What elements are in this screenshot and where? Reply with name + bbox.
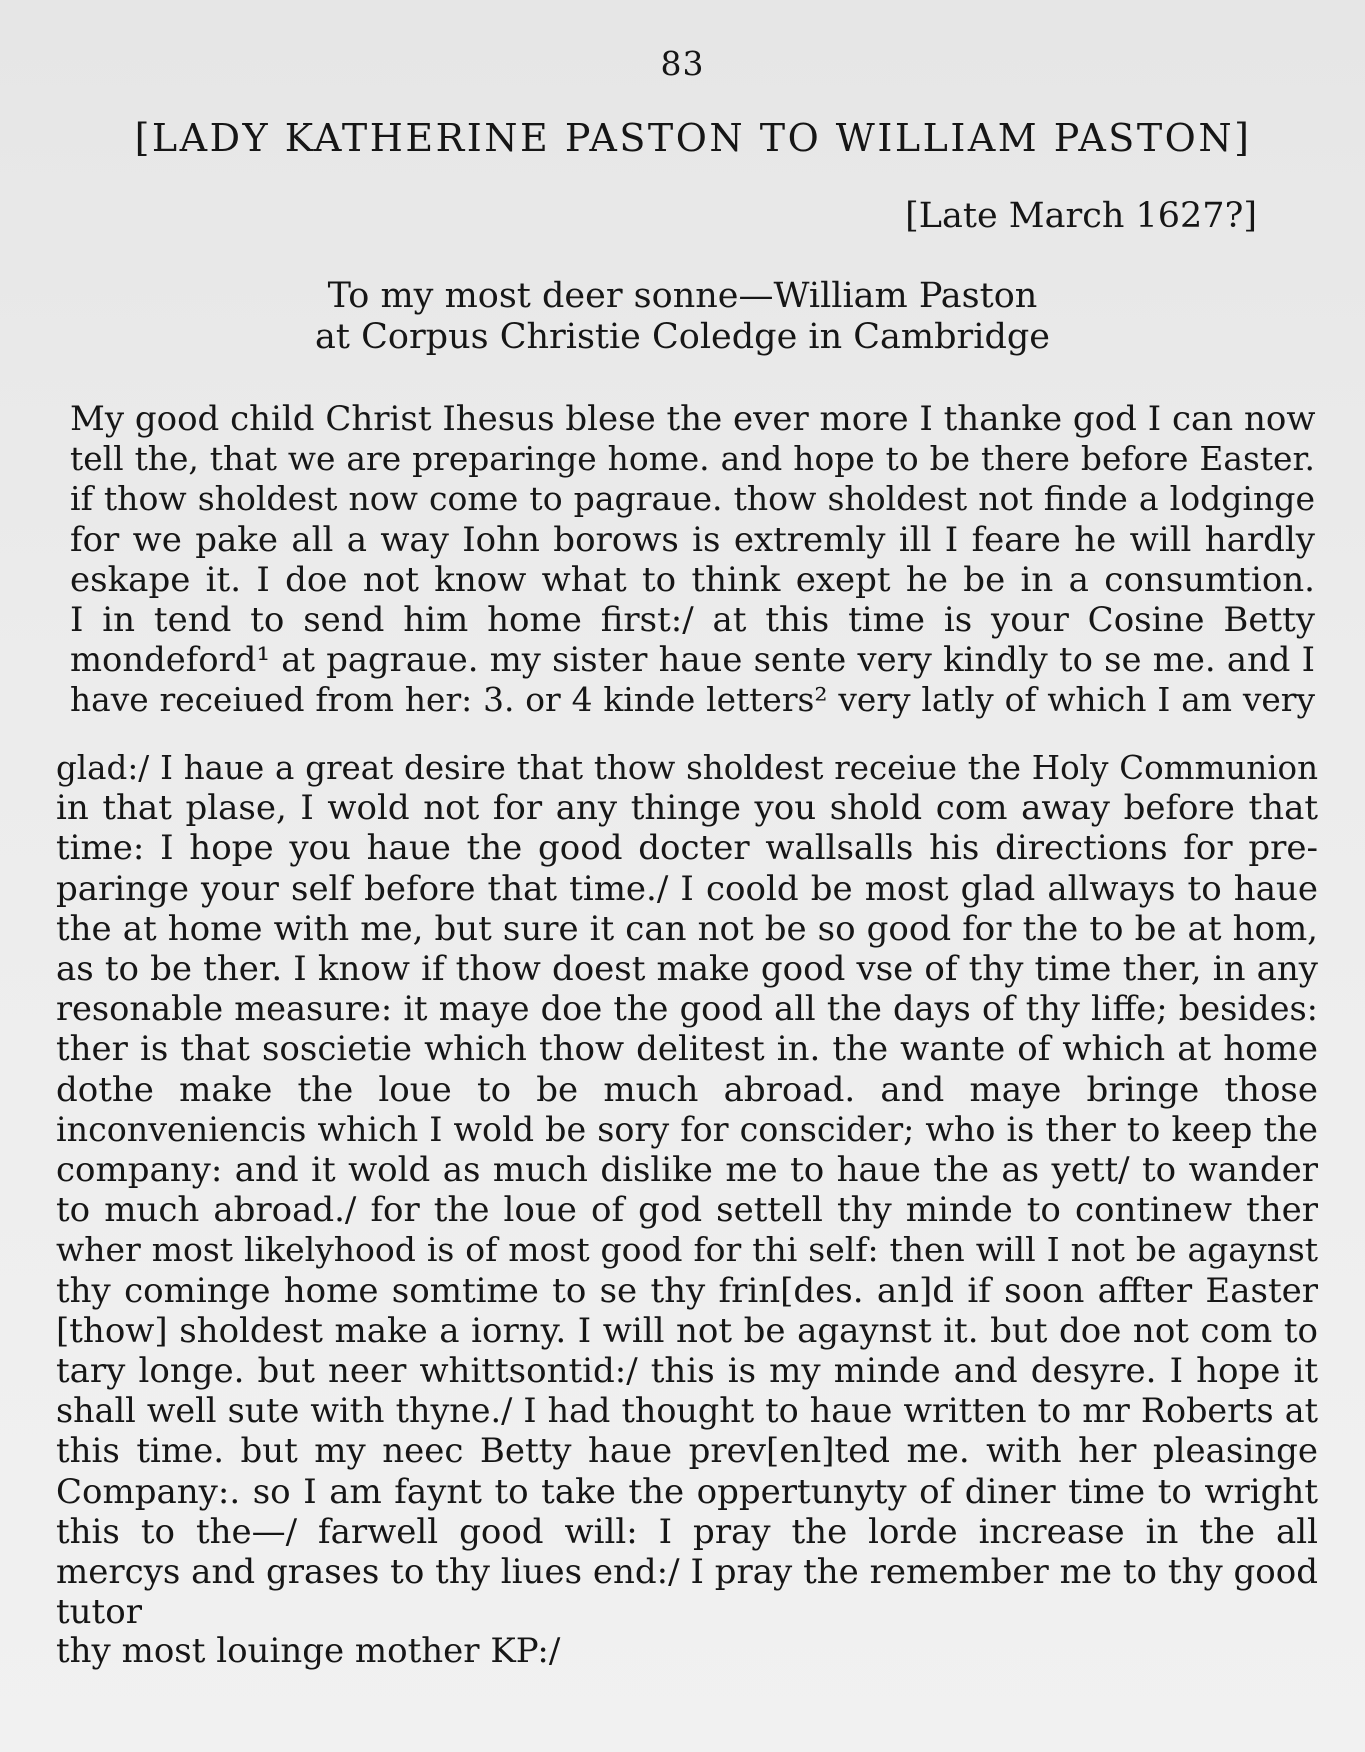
text-line: tutor — [56, 1592, 142, 1633]
text-line: eskape it. I doe not know what to think exept he be in a consumtion. — [70, 559, 1315, 600]
text-line: My good child Christ Ihesus blese the ever more I thanke god I can now — [70, 399, 1316, 439]
text-line: shall well sute with thyne./ I had thought to haue written to mr Roberts at — [56, 1391, 1318, 1431]
letter-body-section-1 — [70, 399, 1315, 721]
page-number: 83 — [660, 44, 705, 83]
text-line: inconveniencis which I wold be sory for conscider; who is ther to keep the — [56, 1109, 1318, 1149]
text-line: thy cominge home somtime to se thy frin[des. an]d if soon affter Easter — [56, 1270, 1318, 1311]
text-line: if thow sholdest now come to pagraue. thow sholdest not finde a lodginge — [70, 479, 1315, 519]
letter-address — [0, 276, 1365, 358]
text-line: company: and it wold as much dislike me to haue the as yett/ to wander — [56, 1150, 1318, 1191]
address-line: at Corpus Christie Coledge in Cambridge — [315, 317, 1050, 357]
text-line: Company:. so I am faynt to take the oppertunyty of diner time to wright — [56, 1471, 1318, 1512]
text-line: in that plase, I wold not for any thinge you shold com away before that — [56, 788, 1318, 829]
text-line: to much abroad./ for the loue of god settell thy minde to continew ther — [56, 1190, 1318, 1231]
text-line: mondeford¹ at pagraue. my sister haue sente very kindly to se me. and I — [70, 640, 1315, 680]
letter-body-section-2 — [56, 748, 1318, 1632]
address-line: To my most deer sonne—William Paston — [327, 276, 1038, 316]
text-line: dothe make the loue to be much abroad. and maye bringe those — [56, 1069, 1318, 1110]
text-line: have receiued from her: 3. or 4 kinde letters² very latly of which I am very — [70, 681, 1315, 720]
text-line: as to be ther. I know if thow doest make good vse of thy time ther, in any — [56, 949, 1318, 990]
text-line: glad:/ I haue a great desire that thow sholdest receiue the Holy Communion — [56, 749, 1318, 787]
letter-heading: [LADY KATHERINE PASTON TO WILLIAM PASTON] — [134, 116, 1252, 160]
text-line: wher most likelyhood is of most good for thi self: then will I not be agaynst — [56, 1230, 1318, 1270]
text-line: tary longe. but neer whittsontid:/ this is my minde and desyre. I hope it — [56, 1351, 1318, 1392]
text-line: paringe your self before that time./ I coold be most glad allways to haue — [56, 868, 1318, 909]
text-line: the at home with me, but sure it can not be so good for the to be at hom, — [56, 908, 1318, 949]
text-line: this time. but my neec Betty haue prev[en]ted me. with her pleasinge — [56, 1431, 1318, 1472]
text-line: I in tend to send him home first:/ at this time is your Cosine Betty — [70, 600, 1315, 641]
signature: thy most louinge mother KP:/ — [56, 1631, 561, 1671]
text-line: this to the—/ farwell good will: I pray the lorde increase in the all — [56, 1511, 1318, 1552]
text-line: [thow] sholdest make a iorny. I will not be agaynst it. but doe not com to — [56, 1310, 1318, 1351]
text-line: ther is that soscietie which thow delitest in. the wante of which at home — [56, 1029, 1318, 1070]
text-line: resonable measure: it maye doe the good all the days of thy liffe; besides: — [56, 989, 1318, 1029]
text-line: time: I hope you haue the good docter wallsalls his directions for pre- — [56, 828, 1318, 869]
text-line: tell the, that we are preparinge home. and hope to be there before Easter. — [70, 440, 1315, 479]
letter-date: [Late March 1627?] — [905, 196, 1257, 236]
text-line: mercys and grases to thy liues end:/ I pray the remember me to thy good — [56, 1552, 1318, 1593]
text-line: for we pake all a way Iohn borows is extremly ill I feare he will hardly — [70, 519, 1315, 560]
